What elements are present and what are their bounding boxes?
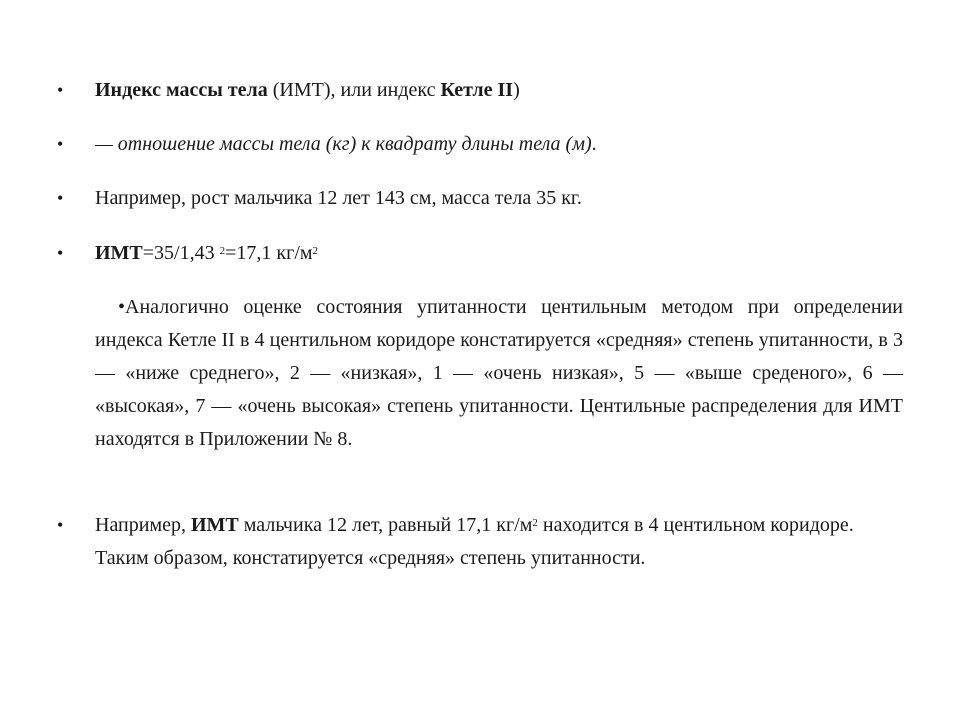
formula-superscript-a: 2 [219, 245, 226, 258]
bullet-item-example-result [57, 509, 903, 575]
formula-part-b: =17,1 кг/м [225, 242, 313, 264]
example-result-superscript: 2 [532, 517, 538, 530]
example-result-mid: мальчика 12 лет, равный 17,1 кг/м [238, 514, 533, 536]
ratio-period: . [591, 133, 597, 155]
bullet-icon: • [57, 243, 64, 263]
bullet-item-bmi-definition [57, 74, 903, 107]
formula-superscript-b: 2 [312, 245, 319, 258]
ratio-text: — отношение массы тела (кг) к квадрату длины тела (м) [95, 133, 592, 155]
quetelet-name: Кетле II [440, 79, 514, 101]
paragraph-text: Аналогично оценке состояния упитанности центильным методом при определении индекса Кетле II в 4 центильном коридоре констатируется «средняя» степень упитанности, в 3 — «ниже среднего», 2 — «низкая», 1 — «очень низкая», 5 — «выше среденого», 6 — «высокая», 7 — «очень высокая» степень упитанности. Центильные распределения для ИМТ находятся в Приложении № 8. [95, 296, 903, 450]
bmi-term: Индекс массы тела [95, 79, 268, 101]
bmi-abbrev-text: (ИМТ), или индекс [267, 79, 441, 101]
bullet-item-ratio [57, 128, 903, 161]
centile-paragraph [95, 291, 903, 456]
example-data-text: Например, рост мальчика 12 лет 143 см, масса тела 35 кг. [95, 187, 582, 209]
bullet-icon: • [57, 188, 64, 208]
closing-paren: ) [513, 79, 520, 101]
formula-label: ИМТ [95, 242, 143, 264]
bullet-item-formula [57, 237, 903, 270]
formula-part-a: =35/1,43 [142, 242, 220, 264]
bullet-icon: • [57, 134, 64, 154]
example-result-tail: находится в 4 центильном коридоре. Таким образом, констатируется «средняя» степень упитанности. [95, 514, 854, 569]
bullet-item-example-data [57, 182, 903, 215]
bullet-icon: • [57, 515, 64, 535]
paragraph-bullet-icon: • [118, 296, 126, 318]
bullet-icon: • [57, 80, 64, 100]
example-result-lead: Например, [95, 514, 191, 536]
example-result-bold: ИМТ [191, 514, 239, 536]
